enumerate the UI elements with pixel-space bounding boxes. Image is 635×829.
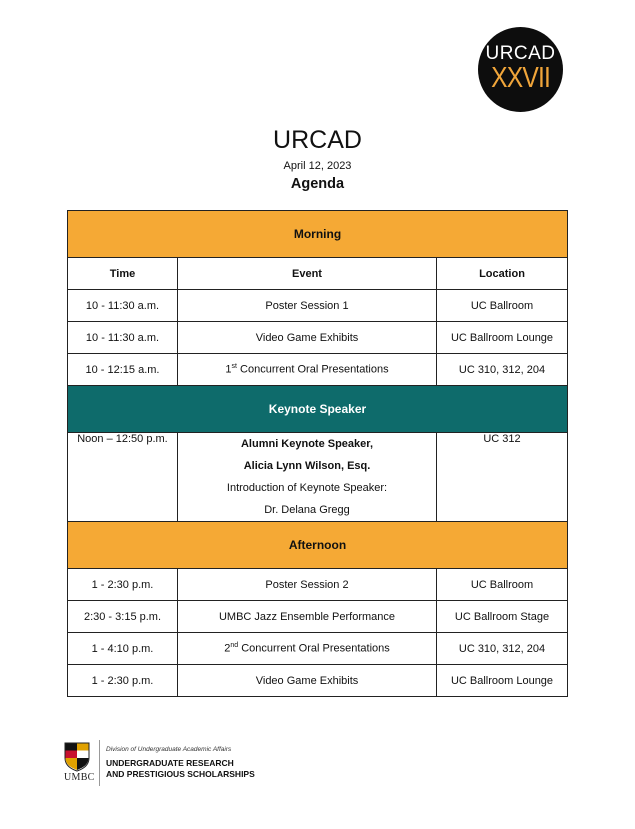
location-cell: UC Ballroom [437, 569, 568, 601]
unit-name-line1: UNDERGRADUATE RESEARCH [106, 758, 234, 768]
logo-line2: XXVII [491, 62, 550, 94]
table-row [68, 665, 568, 697]
table-row [68, 569, 568, 601]
section-header-afternoon [68, 522, 568, 569]
umbc-wordmark: UMBC [64, 772, 95, 783]
time-cell: 1 - 2:30 p.m. [68, 665, 178, 697]
logo-line1: URCAD [485, 43, 556, 64]
table-row [68, 633, 568, 665]
ordinal-suffix: nd [230, 642, 239, 650]
footer-divider [99, 740, 100, 786]
event-cell [178, 433, 437, 522]
time-cell: 2:30 - 3:15 p.m. [68, 601, 178, 633]
section-label: Afternoon [68, 522, 568, 569]
ordinal: 1 [225, 363, 232, 376]
time-cell: 1 - 2:30 p.m. [68, 569, 178, 601]
table-row [68, 601, 568, 633]
location-cell: UC Ballroom Lounge [437, 665, 568, 697]
keynote-row [68, 433, 568, 522]
section-header-keynote [68, 386, 568, 433]
location-cell: UC Ballroom Stage [437, 601, 568, 633]
location-cell: UC 312 [437, 433, 568, 522]
agenda-table [67, 210, 568, 697]
footer-logo [64, 738, 284, 790]
column-header-location: Location [437, 258, 568, 290]
column-header-time: Time [68, 258, 178, 290]
event-cell: Video Game Exhibits [178, 665, 437, 697]
table-row [68, 290, 568, 322]
keynote-line1: Alumni Keynote Speaker, [240, 438, 374, 450]
time-cell: 10 - 11:30 a.m. [68, 290, 178, 322]
event-cell: Poster Session 1 [178, 290, 437, 322]
event-cell [178, 633, 437, 665]
table-row [68, 322, 568, 354]
section-label: Keynote Speaker [68, 386, 568, 433]
time-cell: 1 - 4:10 p.m. [68, 633, 178, 665]
column-header-row [68, 258, 568, 290]
time-cell: 10 - 12:15 a.m. [68, 354, 178, 386]
umbc-shield-icon [64, 742, 90, 772]
section-label: Morning [68, 211, 568, 258]
table-row [68, 354, 568, 386]
event-cell [178, 354, 437, 386]
keynote-line3: Introduction of Keynote Speaker: [226, 482, 388, 494]
event-cell: UMBC Jazz Ensemble Performance [178, 601, 437, 633]
urcad-logo [478, 27, 563, 112]
time-cell: Noon – 12:50 p.m. [68, 433, 178, 522]
location-cell: UC 310, 312, 204 [437, 354, 568, 386]
location-cell: UC Ballroom [437, 290, 568, 322]
page-title: URCAD [273, 126, 362, 154]
location-cell: UC 310, 312, 204 [437, 633, 568, 665]
time-cell: 10 - 11:30 a.m. [68, 322, 178, 354]
unit-name-line2: AND PRESTIGIOUS SCHOLARSHIPS [106, 769, 255, 779]
event-cell: Video Game Exhibits [178, 322, 437, 354]
column-header-event: Event [178, 258, 437, 290]
location-cell: UC Ballroom Lounge [437, 322, 568, 354]
keynote-speaker-name: Alicia Lynn Wilson, Esq. [243, 460, 371, 472]
event-date: April 12, 2023 [283, 160, 352, 172]
ordinal-suffix: st [231, 363, 237, 371]
ordinal: 2 [224, 642, 231, 655]
division-name: Division of Undergraduate Academic Affairs [106, 746, 232, 753]
event-cell: Poster Session 2 [178, 569, 437, 601]
page-subtitle: Agenda [290, 176, 345, 192]
keynote-introducer: Dr. Delana Gregg [264, 504, 350, 516]
event-text: Concurrent Oral Presentations [238, 642, 390, 655]
section-header-morning [68, 211, 568, 258]
event-text: Concurrent Oral Presentations [236, 363, 389, 376]
